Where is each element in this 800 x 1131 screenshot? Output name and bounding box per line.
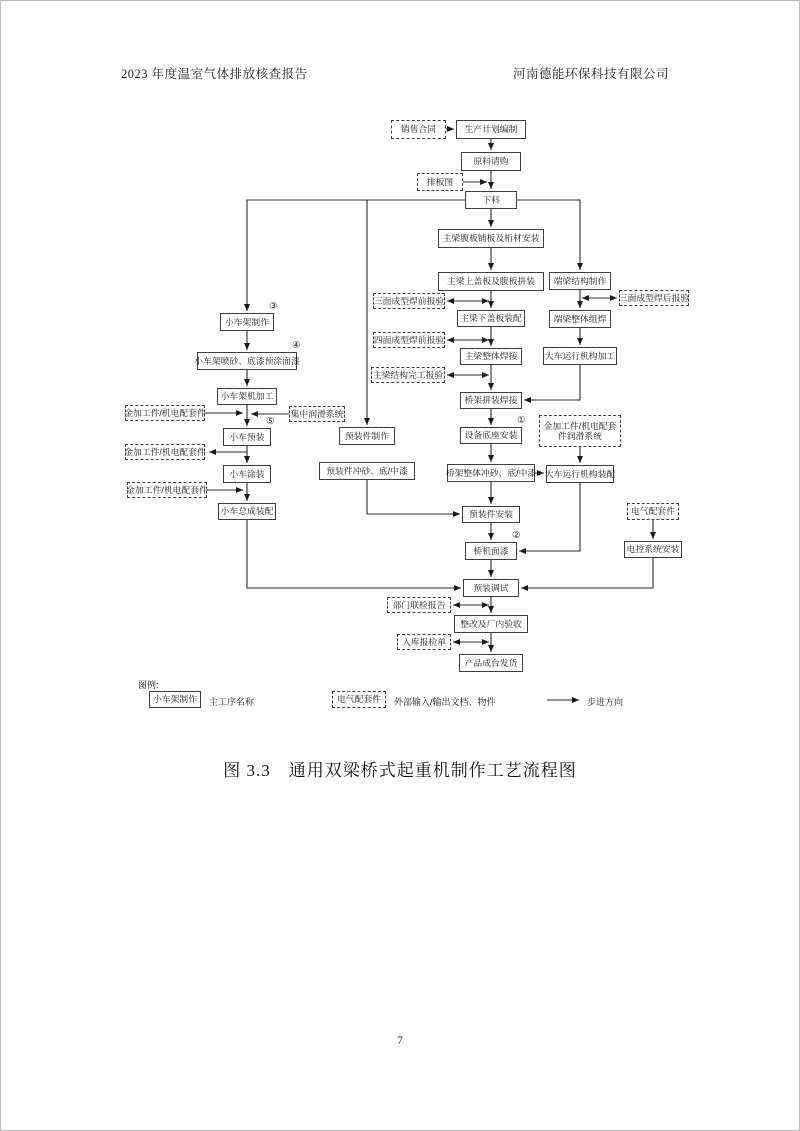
- node-crane-topcoat: 桥机面漆: [465, 542, 517, 560]
- node-preassembly-parts-sandblast-paint: 预装件冲砂、底/中漆: [319, 462, 415, 480]
- node-long-travel-mechanism-assembly: 大车运行机构装配: [546, 465, 614, 483]
- node-trolley-frame-fabrication: 小车架制作: [220, 313, 274, 331]
- node-three-side-preweld-inspection: 三面成型焊前报验: [373, 293, 445, 309]
- node-long-travel-mechanism-machining: 大车运行机构加工: [543, 347, 617, 365]
- node-trolley-final-assembly: 小车总成装配: [218, 503, 276, 520]
- node-bridge-sandblast-paint: 桥架整体冲砂、底/中漆: [447, 464, 535, 482]
- node-bridge-assembly-welding: 桥架拼装焊接: [460, 392, 522, 409]
- node-preassembly-parts-fabrication: 预装件制作: [339, 427, 395, 445]
- header-left: 2023 年度温室气体排放核查报告: [121, 67, 308, 81]
- node-machined-parts-lubrication-system: 金加工件/机电配套件润滑系统: [539, 415, 621, 447]
- node-four-side-preweld-inspection: 四面成型焊前报验: [373, 332, 445, 348]
- page-number: 7: [397, 1033, 403, 1047]
- node-machined-parts-1: 金加工件/机电配套件: [125, 405, 205, 421]
- legend-arrow-label: 步进方向: [587, 697, 624, 707]
- node-main-girder-web-assembly: 主梁腹板铺板及桁材安装: [438, 229, 544, 248]
- step-badge-5: ⑤: [266, 416, 275, 427]
- node-sales-contract: 销售合同: [391, 120, 446, 139]
- node-electric-control-installation: 电控系统安装: [624, 541, 682, 558]
- node-warehouse-inspection-form: 入库报检单: [397, 634, 451, 650]
- node-electrical-accessories: 电气配套件: [627, 503, 679, 520]
- node-machined-parts-2: 金加工件/机电配套件: [125, 444, 205, 460]
- node-machined-parts-3: 金加工件/机电配套件: [127, 482, 207, 498]
- flowchart-connectors: [1, 1, 800, 1131]
- node-blanking: 下料: [465, 191, 517, 209]
- header-right: 河南德能环保科技有限公司: [512, 67, 669, 81]
- node-nesting-diagram: 排板图: [417, 173, 463, 191]
- node-material-requisition: 原料请购: [461, 152, 521, 171]
- node-trolley-frame-machining: 小车架机加工: [217, 388, 277, 405]
- node-product-delivery: 产品成台发货: [459, 654, 523, 672]
- node-equipment-base-installation: 设备底座安装: [460, 427, 522, 444]
- step-badge-4: ④: [292, 340, 301, 351]
- node-end-beam-fabrication: 端梁结构制作: [549, 272, 611, 290]
- legend-dashed-label: 外部输入/输出文档、物件: [394, 697, 496, 707]
- node-central-lubrication-system: 集中润滑系统: [289, 406, 345, 422]
- node-preassembly-debugging: 预装调试: [463, 579, 519, 597]
- node-main-girder-bottom-plate: 主梁下盖板装配: [457, 310, 525, 327]
- step-badge-1: ①: [517, 415, 526, 426]
- node-trolley-preassembly: 小车预装: [223, 428, 271, 446]
- node-trolley-frame-sandblast-primer: 小车架喷砂、底漆预涂面漆: [197, 352, 297, 370]
- legend-title: 图例:: [138, 680, 159, 690]
- step-badge-2: ②: [512, 530, 521, 541]
- legend-solid-sample: 小车架制作: [149, 691, 201, 708]
- figure-caption: 图 3.3 通用双梁桥式起重机制作工艺流程图: [223, 761, 577, 780]
- node-trolley-painting: 小车涂装: [223, 465, 271, 483]
- node-end-beam-welding: 端梁整体组焊: [549, 310, 611, 328]
- node-production-planning: 生产计划编制: [456, 120, 526, 139]
- step-badge-3: ③: [269, 301, 278, 312]
- node-main-girder-welding: 主梁整体焊接: [460, 348, 522, 365]
- legend-dashed-sample: 电气配套件: [332, 691, 386, 708]
- node-joint-inspection-report: 部门联检报告: [387, 597, 451, 613]
- node-main-girder-top-plate: 主梁上盖板及腹板拼装: [438, 272, 544, 291]
- node-main-girder-completion-inspection: 主梁结构完工报验: [371, 367, 445, 383]
- node-rectification-acceptance: 整改及厂内验收: [454, 615, 528, 633]
- node-three-side-postweld-inspection: 三面成型焊后报验: [619, 290, 689, 306]
- node-preassembly-parts-installation: 预装件安装: [462, 506, 520, 523]
- legend-solid-label: 主工序名称: [209, 697, 255, 707]
